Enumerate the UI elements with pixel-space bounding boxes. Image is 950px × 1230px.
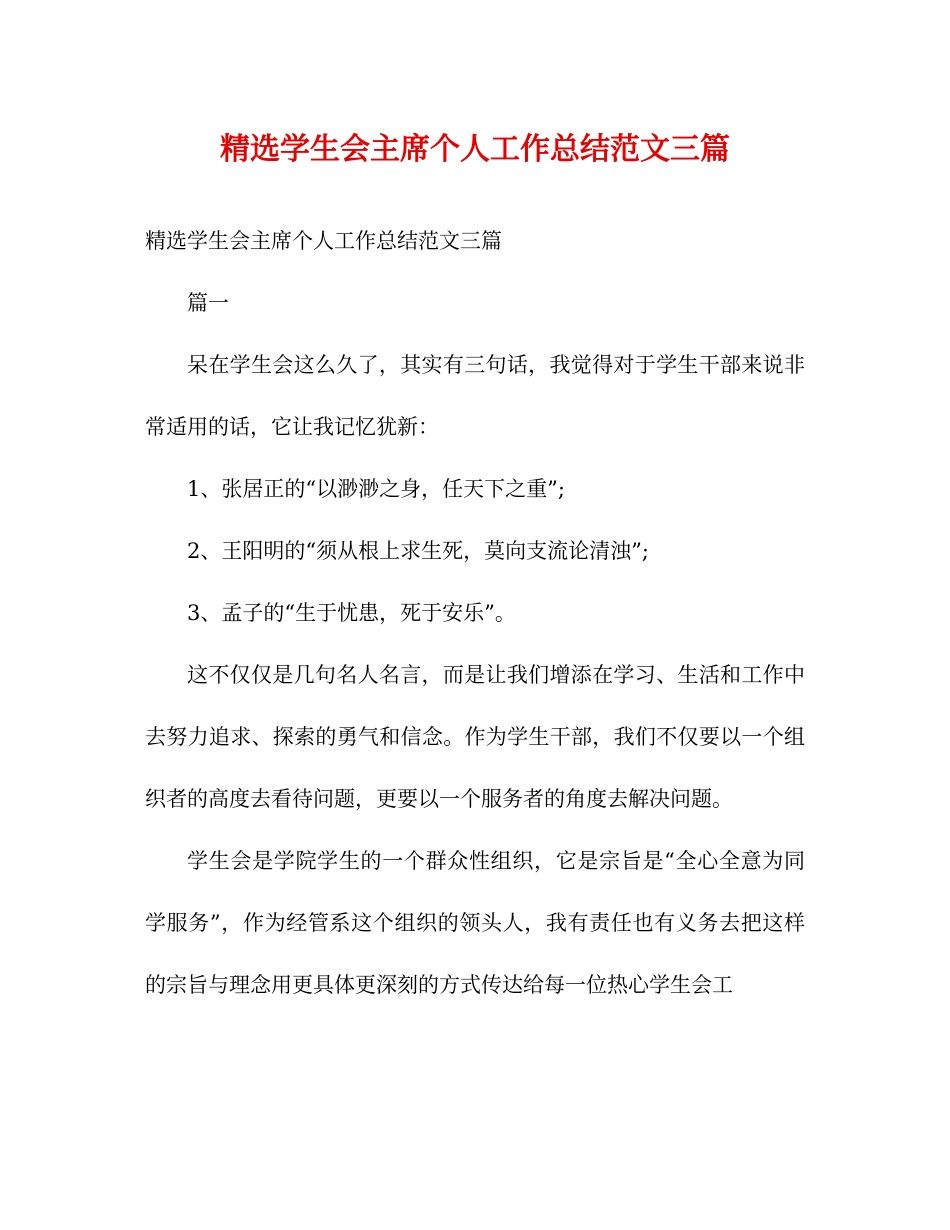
document-body	[145, 210, 805, 1016]
quote-item: 2、王阳明的“须从根上求生死，莫向支流论清浊”;	[187, 539, 649, 563]
body-paragraph: 这不仅仅是几句名人名言，而是让我们增添在学习、生活和工作中去努力追求、探索的勇气和信念。作为学生干部，我们不仅要以一个组织者的高度去看待问题，更要以一个服务者的角度去解决问题。	[145, 663, 805, 811]
body-paragraph: 呆在学生会这么久了，其实有三句话，我觉得对于学生干部来说非常适用的话，它让我记忆犹新：	[145, 353, 805, 439]
document-title: 精选学生会主席个人工作总结范文三篇	[220, 132, 730, 167]
quote-item: 3、孟子的“生于忧患，死于安乐”。	[187, 601, 516, 625]
subtitle-paragraph: 精选学生会主席个人工作总结范文三篇	[145, 229, 502, 253]
section-heading: 篇一	[187, 291, 229, 315]
body-paragraph: 学生会是学院学生的一个群众性组织，它是宗旨是“全心全意为同学服务”，作为经管系这个组织的领头人，我有责任也有义务去把这样的宗旨与理念用更具体更深刻的方式传达给每一位热心学生会工	[145, 849, 805, 997]
quote-item: 1、张居正的“以渺渺之身，任天下之重”;	[187, 477, 565, 501]
